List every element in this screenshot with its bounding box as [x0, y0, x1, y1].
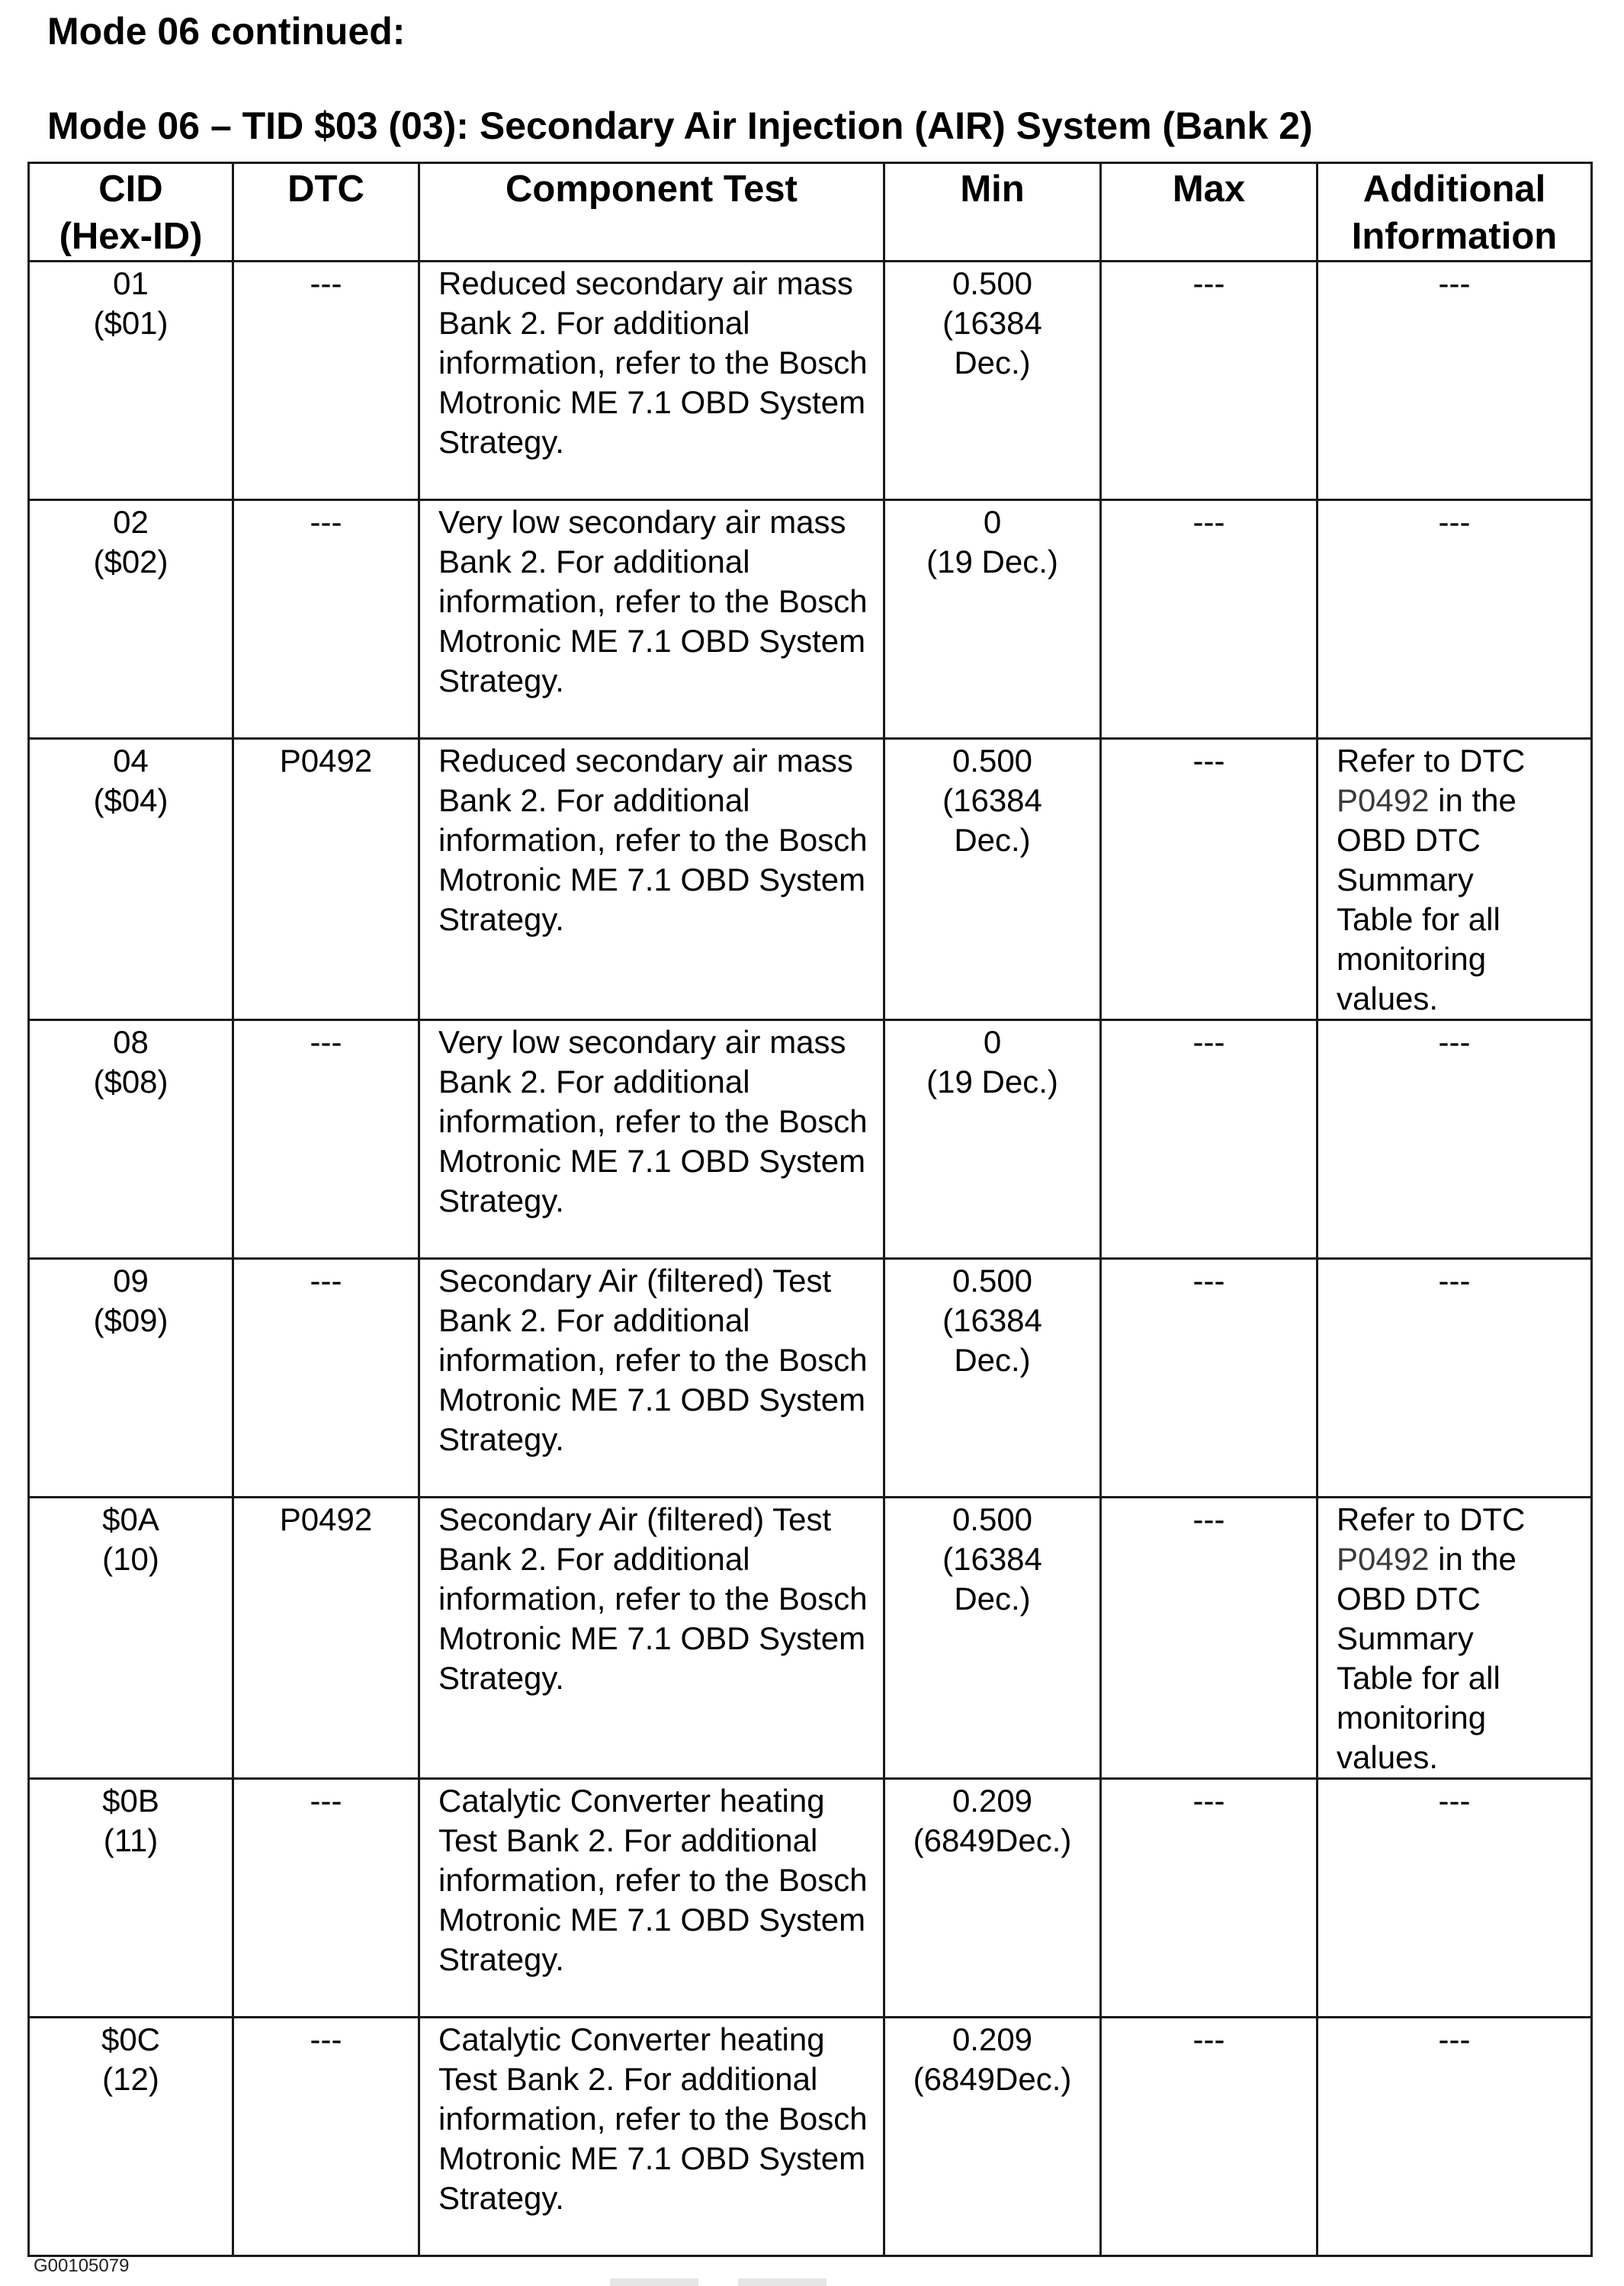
- cell-additional: ---: [1317, 1779, 1592, 2018]
- cell-max: ---: [1101, 1498, 1317, 1779]
- cell-min: 0.500 (16384 Dec.): [884, 1498, 1101, 1779]
- cell-component-test: Very low secondary air mass Bank 2. For additional information, refer to the Bosch Motronic ME 7.1 OBD System Strategy.: [419, 500, 884, 739]
- cell-dtc: ---: [233, 2018, 419, 2256]
- cell-max: ---: [1101, 1020, 1317, 1259]
- cell-max: ---: [1101, 262, 1317, 500]
- cell-component-test: Secondary Air (filtered) Test Bank 2. For additional information, refer to the Bosch Motronic ME 7.1 OBD System Strategy.: [419, 1498, 884, 1779]
- cell-additional: ---: [1317, 262, 1592, 500]
- cell-additional: ---: [1317, 1020, 1592, 1259]
- table-row: [29, 739, 1592, 1020]
- header-max: Max: [1101, 163, 1317, 262]
- cell-dtc: ---: [233, 262, 419, 500]
- cell-min: 0.500 (16384 Dec.): [884, 739, 1101, 1020]
- header-component-test: Component Test: [419, 163, 884, 262]
- table-row: [29, 500, 1592, 739]
- figure-id: G00105079: [34, 2255, 130, 2276]
- cell-min: 0.500 (16384 Dec.): [884, 262, 1101, 500]
- cell-component-test: Reduced secondary air mass Bank 2. For additional information, refer to the Bosch Motronic ME 7.1 OBD System Strategy.: [419, 739, 884, 1020]
- cell-dtc: ---: [233, 1259, 419, 1498]
- cell-component-test: Catalytic Converter heating Test Bank 2. For additional information, refer to the Bosch Motronic ME 7.1 OBD System Strategy.: [419, 1779, 884, 2018]
- cell-cid: 01 ($01): [29, 262, 233, 500]
- table-row: [29, 262, 1592, 500]
- page-heading: Mode 06 continued:: [47, 10, 406, 53]
- header-dtc: DTC: [233, 163, 419, 262]
- cell-component-test: Secondary Air (filtered) Test Bank 2. For additional information, refer to the Bosch Motronic ME 7.1 OBD System Strategy.: [419, 1259, 884, 1498]
- cell-additional: [1317, 739, 1592, 1020]
- cell-min: 0.209 (6849Dec.): [884, 1779, 1101, 2018]
- cell-component-test: Reduced secondary air mass Bank 2. For additional information, refer to the Bosch Motronic ME 7.1 OBD System Strategy.: [419, 262, 884, 500]
- table-header-row: [29, 163, 1592, 262]
- cell-min: 0.209 (6849Dec.): [884, 2018, 1101, 2256]
- additional-text: in the OBD DTC Summary Table for all monitoring values.: [1337, 782, 1516, 1016]
- cell-component-test: Catalytic Converter heating Test Bank 2. For additional information, refer to the Bosch Motronic ME 7.1 OBD System Strategy.: [419, 2018, 884, 2256]
- cell-min: 0.500 (16384 Dec.): [884, 1259, 1101, 1498]
- header-min: Min: [884, 163, 1101, 262]
- mode06-tid03-table: [27, 162, 1593, 2257]
- cell-cid: 09 ($09): [29, 1259, 233, 1498]
- cell-dtc: P0492: [233, 1498, 419, 1779]
- additional-text: Refer to DTC: [1337, 743, 1526, 779]
- table-row: [29, 2018, 1592, 2256]
- cell-component-test: Very low secondary air mass Bank 2. For additional information, refer to the Bosch Motronic ME 7.1 OBD System Strategy.: [419, 1020, 884, 1259]
- cell-max: ---: [1101, 739, 1317, 1020]
- cell-cid: $0A (10): [29, 1498, 233, 1779]
- table-row: [29, 1779, 1592, 2018]
- cell-cid: $0C (12): [29, 2018, 233, 2256]
- cell-dtc: ---: [233, 500, 419, 739]
- dtc-reference: P0492: [1337, 1541, 1430, 1577]
- table-title: Mode 06 – TID $03 (03): Secondary Air Injection (AIR) System (Bank 2): [47, 104, 1313, 147]
- cell-cid: $0B (11): [29, 1779, 233, 2018]
- cell-max: ---: [1101, 1259, 1317, 1498]
- cell-dtc: ---: [233, 1779, 419, 2018]
- cell-cid: 08 ($08): [29, 1020, 233, 1259]
- cell-cid: 02 ($02): [29, 500, 233, 739]
- cell-additional: ---: [1317, 1259, 1592, 1498]
- additional-text: in the OBD DTC Summary Table for all monitoring values.: [1337, 1541, 1516, 1775]
- scan-artifact: [738, 2278, 826, 2286]
- cell-min: 0 (19 Dec.): [884, 1020, 1101, 1259]
- cell-dtc: ---: [233, 1020, 419, 1259]
- cell-dtc: P0492: [233, 739, 419, 1020]
- cell-max: ---: [1101, 500, 1317, 739]
- table-row: [29, 1498, 1592, 1779]
- cell-additional: [1317, 1498, 1592, 1779]
- cell-additional: ---: [1317, 500, 1592, 739]
- scan-artifact: [610, 2278, 698, 2286]
- header-cid: CID (Hex-ID): [29, 163, 233, 262]
- header-additional-information: Additional Information: [1317, 163, 1592, 262]
- cell-max: ---: [1101, 2018, 1317, 2256]
- additional-text: Refer to DTC: [1337, 1501, 1526, 1537]
- table-row: [29, 1259, 1592, 1498]
- cell-cid: 04 ($04): [29, 739, 233, 1020]
- cell-max: ---: [1101, 1779, 1317, 2018]
- table-row: [29, 1020, 1592, 1259]
- cell-min: 0 (19 Dec.): [884, 500, 1101, 739]
- cell-additional: ---: [1317, 2018, 1592, 2256]
- dtc-reference: P0492: [1337, 782, 1430, 818]
